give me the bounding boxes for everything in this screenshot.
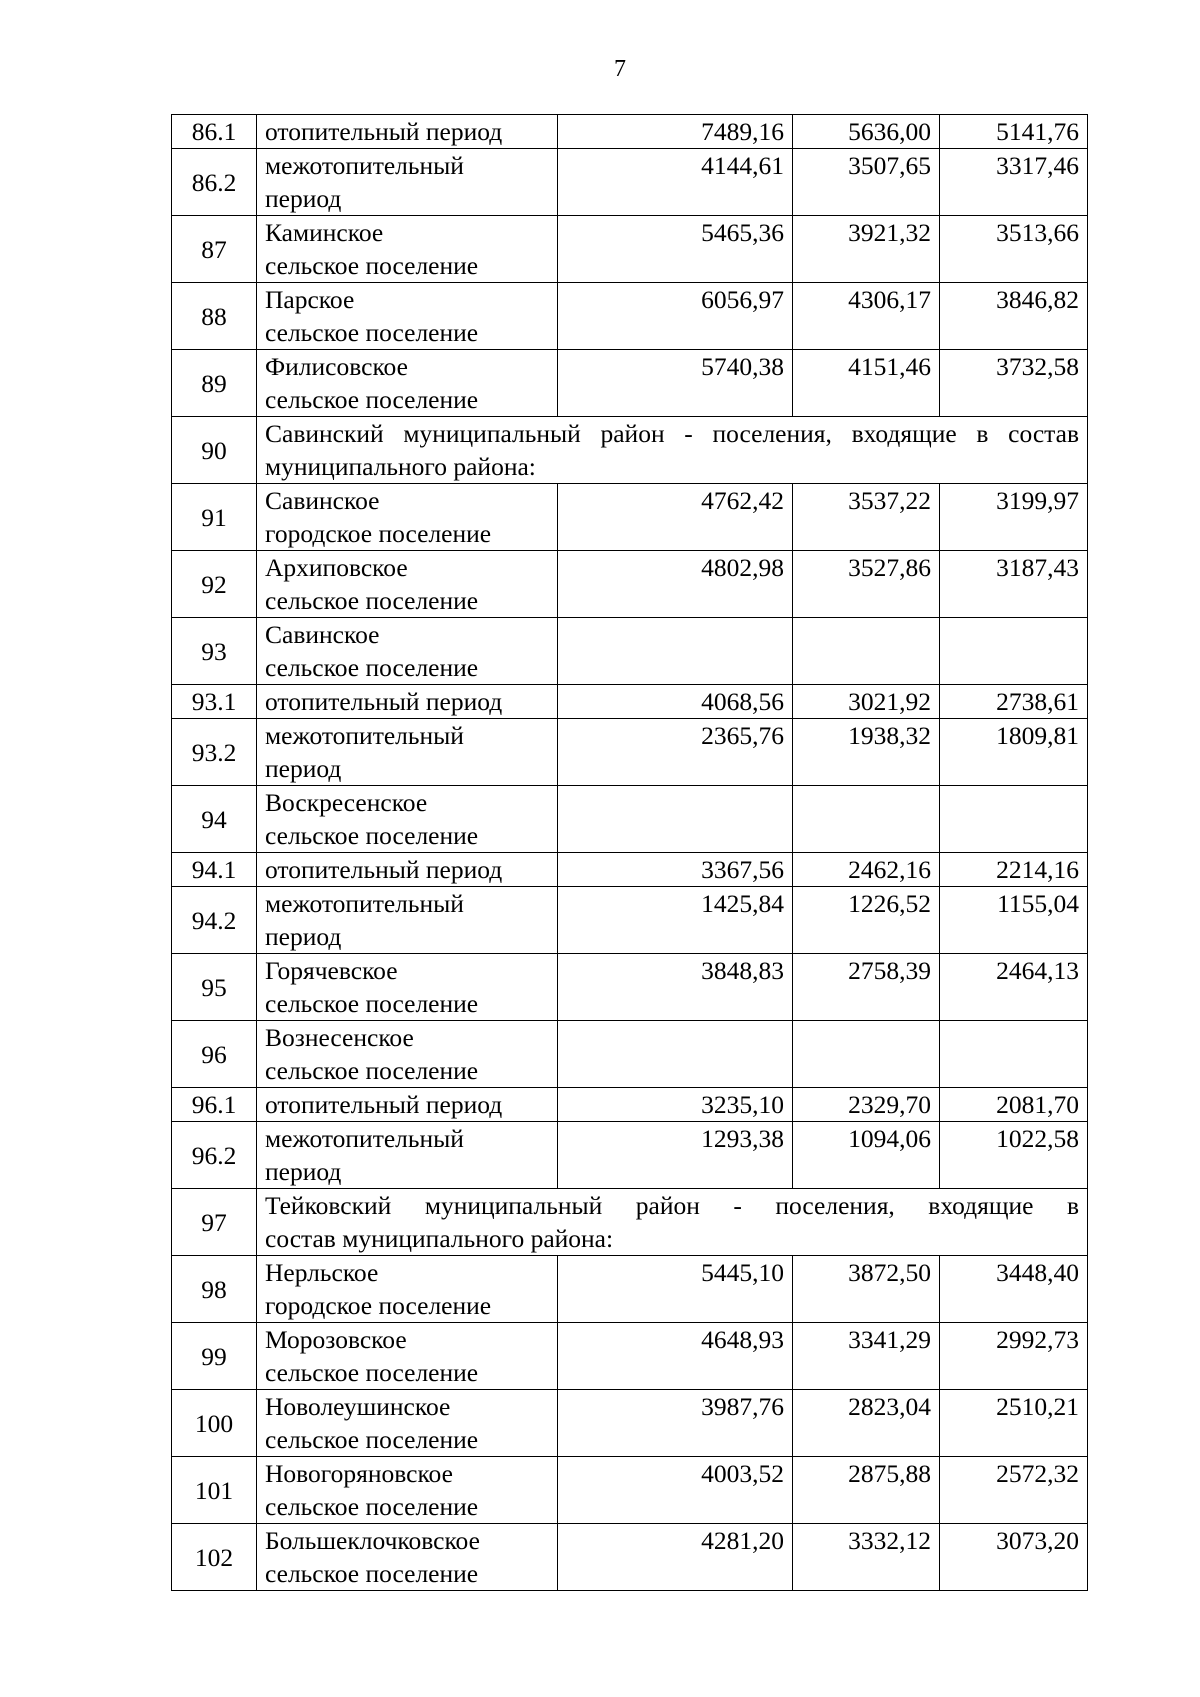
settlement-name-cell bbox=[257, 1524, 558, 1591]
settlement-name-line2: сельское поселение bbox=[265, 1056, 479, 1085]
settlement-name-line2: сельское поселение bbox=[265, 318, 479, 347]
table-row bbox=[172, 685, 1088, 719]
row-number: 92 bbox=[172, 551, 257, 618]
settlement-name-line1: отопительный период bbox=[265, 687, 503, 716]
table-row bbox=[172, 1524, 1088, 1591]
value-cell-1: 1293,38 bbox=[558, 1122, 793, 1189]
value-cell-3: 2510,21 bbox=[940, 1390, 1088, 1457]
value-cell-2: 3021,92 bbox=[793, 685, 940, 719]
settlement-name-cell bbox=[257, 1122, 558, 1189]
settlement-name-line1: Новогоряновское bbox=[265, 1459, 453, 1488]
settlement-name-line2: сельское поселение bbox=[265, 653, 479, 682]
table-row bbox=[172, 1021, 1088, 1088]
value-cell-2: 1094,06 bbox=[793, 1122, 940, 1189]
settlement-name-line2: сельское поселение bbox=[265, 989, 479, 1018]
row-number: 90 bbox=[172, 417, 257, 484]
row-number: 101 bbox=[172, 1457, 257, 1524]
settlement-name-line1: отопительный период bbox=[265, 117, 503, 146]
settlement-name-cell bbox=[257, 887, 558, 954]
row-number: 98 bbox=[172, 1256, 257, 1323]
table-row bbox=[172, 954, 1088, 1021]
row-number: 96 bbox=[172, 1021, 257, 1088]
value-cell-3: 2738,61 bbox=[940, 685, 1088, 719]
value-cell-1: 4762,42 bbox=[558, 484, 793, 551]
settlement-name-line1: Морозовское bbox=[265, 1325, 407, 1354]
table-row bbox=[172, 786, 1088, 853]
settlement-name-line2: сельское поселение bbox=[265, 1425, 479, 1454]
value-cell-3: 1022,58 bbox=[940, 1122, 1088, 1189]
page-number: 7 bbox=[614, 56, 626, 82]
value-cell-3: 2081,70 bbox=[940, 1088, 1088, 1122]
settlement-name-line2: период bbox=[265, 754, 342, 783]
settlement-name-line1: Воскресенское bbox=[265, 788, 428, 817]
row-number: 94 bbox=[172, 786, 257, 853]
value-cell-2: 3341,29 bbox=[793, 1323, 940, 1390]
settlement-name-line1: межотопительный bbox=[265, 1124, 464, 1153]
settlement-name-line2: сельское поселение bbox=[265, 1492, 479, 1521]
value-cell-3: 2214,16 bbox=[940, 853, 1088, 887]
table-row bbox=[172, 115, 1088, 149]
value-cell-1: 4068,56 bbox=[558, 685, 793, 719]
district-heading-cell bbox=[257, 417, 1088, 484]
settlement-name-line1: межотопительный bbox=[265, 721, 464, 750]
table-row bbox=[172, 1122, 1088, 1189]
settlement-name-line1: Савинское bbox=[265, 486, 380, 515]
value-cell-2: 2823,04 bbox=[793, 1390, 940, 1457]
settlement-name-cell bbox=[257, 283, 558, 350]
value-cell-2: 2875,88 bbox=[793, 1457, 940, 1524]
value-cell-3: 5141,76 bbox=[940, 115, 1088, 149]
row-number: 102 bbox=[172, 1524, 257, 1591]
settlement-name-line1: отопительный период bbox=[265, 855, 503, 884]
settlement-name-line2: период bbox=[265, 184, 342, 213]
settlement-name-line1: Савинское bbox=[265, 620, 380, 649]
value-cell-2 bbox=[793, 786, 940, 853]
settlement-name-line1: Нерльское bbox=[265, 1258, 379, 1287]
settlement-name-line1: Новолеушинское bbox=[265, 1392, 451, 1421]
row-number: 86.2 bbox=[172, 149, 257, 216]
value-cell-3: 2992,73 bbox=[940, 1323, 1088, 1390]
row-number: 86.1 bbox=[172, 115, 257, 149]
settlement-name-line2: сельское поселение bbox=[265, 251, 479, 280]
settlement-name-cell bbox=[257, 719, 558, 786]
value-cell-1: 3235,10 bbox=[558, 1088, 793, 1122]
value-cell-1 bbox=[558, 786, 793, 853]
row-number: 88 bbox=[172, 283, 257, 350]
value-cell-3: 3513,66 bbox=[940, 216, 1088, 283]
settlement-name-line2: сельское поселение bbox=[265, 1559, 479, 1588]
value-cell-2: 3872,50 bbox=[793, 1256, 940, 1323]
settlement-name-line1: Каминское bbox=[265, 218, 384, 247]
table-row bbox=[172, 853, 1088, 887]
table-row bbox=[172, 887, 1088, 954]
value-cell-3: 3448,40 bbox=[940, 1256, 1088, 1323]
settlement-name-line1: Большеклочковское bbox=[265, 1526, 480, 1555]
table-row bbox=[172, 618, 1088, 685]
settlement-name-cell bbox=[257, 954, 558, 1021]
value-cell-1: 2365,76 bbox=[558, 719, 793, 786]
value-cell-1: 3367,56 bbox=[558, 853, 793, 887]
value-cell-1 bbox=[558, 1021, 793, 1088]
row-number: 94.2 bbox=[172, 887, 257, 954]
settlement-name-cell bbox=[257, 1021, 558, 1088]
value-cell-3 bbox=[940, 618, 1088, 685]
value-cell-1: 4281,20 bbox=[558, 1524, 793, 1591]
settlement-name-line2: сельское поселение bbox=[265, 586, 479, 615]
value-cell-3 bbox=[940, 1021, 1088, 1088]
settlement-name-cell bbox=[257, 115, 558, 149]
row-number: 97 bbox=[172, 1189, 257, 1256]
settlement-name-cell bbox=[257, 149, 558, 216]
row-number: 93.2 bbox=[172, 719, 257, 786]
table-row bbox=[172, 216, 1088, 283]
value-cell-1: 5740,38 bbox=[558, 350, 793, 417]
value-cell-1: 3987,76 bbox=[558, 1390, 793, 1457]
value-cell-2: 2758,39 bbox=[793, 954, 940, 1021]
settlement-name-cell bbox=[257, 216, 558, 283]
table-row bbox=[172, 1457, 1088, 1524]
value-cell-2: 3527,86 bbox=[793, 551, 940, 618]
district-heading-line1: Савинский муниципальный район - поселения, входящие в состав bbox=[265, 419, 1079, 448]
district-heading-line2: муниципального района: bbox=[265, 452, 536, 481]
settlement-name-line1: отопительный период bbox=[265, 1090, 503, 1119]
table-row bbox=[172, 149, 1088, 216]
value-cell-3: 3187,43 bbox=[940, 551, 1088, 618]
settlement-name-line1: Горячевское bbox=[265, 956, 398, 985]
value-cell-2: 2329,70 bbox=[793, 1088, 940, 1122]
value-cell-2: 5636,00 bbox=[793, 115, 940, 149]
value-cell-3: 3199,97 bbox=[940, 484, 1088, 551]
value-cell-1: 4648,93 bbox=[558, 1323, 793, 1390]
settlement-name-line1: Филисовское bbox=[265, 352, 408, 381]
value-cell-3: 2464,13 bbox=[940, 954, 1088, 1021]
settlement-name-cell bbox=[257, 1323, 558, 1390]
row-number: 100 bbox=[172, 1390, 257, 1457]
row-number: 93 bbox=[172, 618, 257, 685]
settlement-name-cell bbox=[257, 685, 558, 719]
settlement-name-line2: сельское поселение bbox=[265, 821, 479, 850]
table-row bbox=[172, 350, 1088, 417]
value-cell-2: 4306,17 bbox=[793, 283, 940, 350]
settlement-name-cell bbox=[257, 1088, 558, 1122]
value-cell-3: 1155,04 bbox=[940, 887, 1088, 954]
settlement-name-cell bbox=[257, 1457, 558, 1524]
value-cell-1 bbox=[558, 618, 793, 685]
settlement-name-line2: сельское поселение bbox=[265, 1358, 479, 1387]
settlement-name-line2: городское поселение bbox=[265, 1291, 492, 1320]
table-row bbox=[172, 417, 1088, 484]
row-number: 96.2 bbox=[172, 1122, 257, 1189]
table-row bbox=[172, 551, 1088, 618]
value-cell-2 bbox=[793, 1021, 940, 1088]
value-cell-2: 2462,16 bbox=[793, 853, 940, 887]
settlement-name-line2: сельское поселение bbox=[265, 385, 479, 414]
district-heading-line1: Тейковский муниципальный район - поселения, входящие в bbox=[265, 1191, 1079, 1220]
row-number: 95 bbox=[172, 954, 257, 1021]
table-row bbox=[172, 1088, 1088, 1122]
value-cell-1: 5465,36 bbox=[558, 216, 793, 283]
settlement-name-line1: межотопительный bbox=[265, 889, 464, 918]
row-number: 96.1 bbox=[172, 1088, 257, 1122]
value-cell-2: 1226,52 bbox=[793, 887, 940, 954]
tariff-table bbox=[171, 114, 1088, 1591]
table-body bbox=[172, 115, 1088, 1591]
value-cell-1: 3848,83 bbox=[558, 954, 793, 1021]
settlement-name-line1: Архиповское bbox=[265, 553, 408, 582]
settlement-name-cell bbox=[257, 484, 558, 551]
settlement-name-cell bbox=[257, 618, 558, 685]
table-row bbox=[172, 484, 1088, 551]
value-cell-2: 4151,46 bbox=[793, 350, 940, 417]
row-number: 99 bbox=[172, 1323, 257, 1390]
value-cell-1: 4802,98 bbox=[558, 551, 793, 618]
value-cell-1: 1425,84 bbox=[558, 887, 793, 954]
settlement-name-line2: период bbox=[265, 922, 342, 951]
value-cell-3: 1809,81 bbox=[940, 719, 1088, 786]
row-number: 91 bbox=[172, 484, 257, 551]
settlement-name-cell bbox=[257, 1390, 558, 1457]
value-cell-2: 3332,12 bbox=[793, 1524, 940, 1591]
settlement-name-line2: городское поселение bbox=[265, 519, 492, 548]
row-number: 94.1 bbox=[172, 853, 257, 887]
row-number: 87 bbox=[172, 216, 257, 283]
value-cell-1: 4003,52 bbox=[558, 1457, 793, 1524]
table-row bbox=[172, 1323, 1088, 1390]
settlement-name-cell bbox=[257, 551, 558, 618]
value-cell-3: 3846,82 bbox=[940, 283, 1088, 350]
value-cell-2: 3507,65 bbox=[793, 149, 940, 216]
value-cell-1: 7489,16 bbox=[558, 115, 793, 149]
value-cell-1: 4144,61 bbox=[558, 149, 793, 216]
settlement-name-cell bbox=[257, 1256, 558, 1323]
settlement-name-cell bbox=[257, 853, 558, 887]
value-cell-3 bbox=[940, 786, 1088, 853]
value-cell-2 bbox=[793, 618, 940, 685]
row-number: 93.1 bbox=[172, 685, 257, 719]
settlement-name-line1: Парское bbox=[265, 285, 355, 314]
settlement-name-line1: межотопительный bbox=[265, 151, 464, 180]
value-cell-1: 5445,10 bbox=[558, 1256, 793, 1323]
row-number: 89 bbox=[172, 350, 257, 417]
district-heading-line2: состав муниципального района: bbox=[265, 1224, 614, 1253]
table-row bbox=[172, 1189, 1088, 1256]
settlement-name-line1: Вознесенское bbox=[265, 1023, 414, 1052]
table-row bbox=[172, 283, 1088, 350]
settlement-name-line2: период bbox=[265, 1157, 342, 1186]
table-row bbox=[172, 1390, 1088, 1457]
settlement-name-cell bbox=[257, 786, 558, 853]
value-cell-1: 6056,97 bbox=[558, 283, 793, 350]
settlement-name-cell bbox=[257, 350, 558, 417]
value-cell-2: 1938,32 bbox=[793, 719, 940, 786]
value-cell-3: 3317,46 bbox=[940, 149, 1088, 216]
value-cell-3: 2572,32 bbox=[940, 1457, 1088, 1524]
table-row bbox=[172, 1256, 1088, 1323]
value-cell-2: 3537,22 bbox=[793, 484, 940, 551]
value-cell-2: 3921,32 bbox=[793, 216, 940, 283]
table-row bbox=[172, 719, 1088, 786]
value-cell-3: 3073,20 bbox=[940, 1524, 1088, 1591]
district-heading-cell bbox=[257, 1189, 1088, 1256]
value-cell-3: 3732,58 bbox=[940, 350, 1088, 417]
